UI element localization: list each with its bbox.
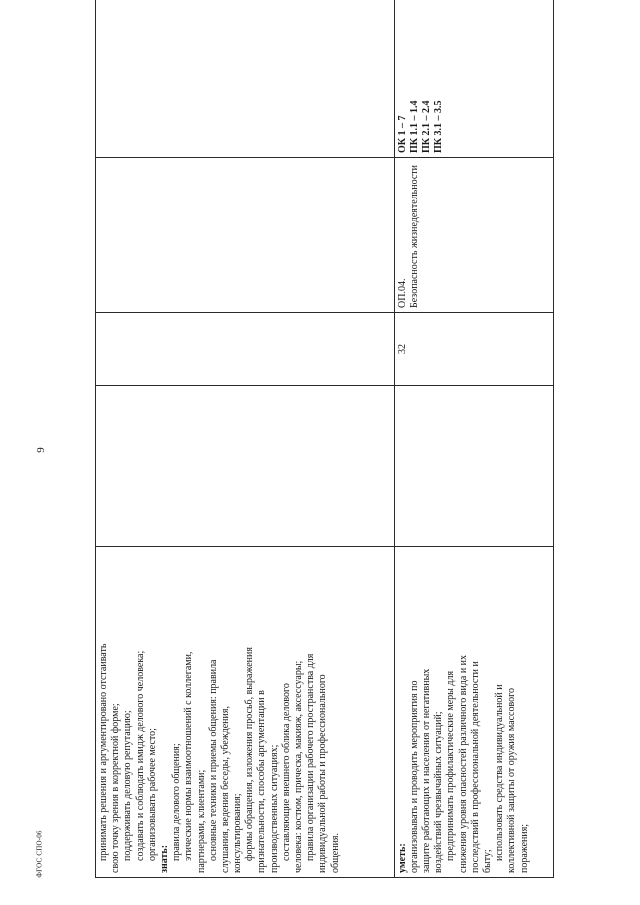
- text-line: последствий в профессиональной деятельности и: [469, 661, 481, 873]
- text-line: формы обращения, изложения просьб, выражения: [244, 647, 256, 861]
- page-number: 9: [34, 447, 47, 453]
- text-line: быту;: [481, 849, 493, 873]
- text-line: предпринимать профилактические меры для: [445, 670, 457, 861]
- standards-table: [95, 0, 554, 878]
- text-line: признательности, способы аргументации в: [256, 690, 268, 873]
- text-line: производственных ситуациях;: [268, 744, 280, 873]
- text-line: организовывать рабочее место;: [146, 728, 158, 861]
- text-line: составляющие внешнего облика делового: [280, 683, 292, 861]
- competency-code: ПК 1.1 – 1.4: [408, 100, 420, 153]
- text-line: индивидуальной работы и профессионального: [317, 674, 329, 873]
- section-heading-skills: уметь:: [396, 843, 408, 873]
- text-line: основные техники и приемы общения: правила: [207, 659, 219, 861]
- requirements-cell: [96, 547, 395, 878]
- hours-cell: [96, 313, 395, 386]
- discipline-title: Безопасность жизнедеятельности: [408, 164, 420, 308]
- text-line: снижения уровня опасностей различного вида и их: [457, 654, 469, 873]
- table-row: [96, 0, 395, 878]
- text-line: правила организации рабочего пространства для: [305, 653, 317, 861]
- text-line: человека: костюм, прическа, макияж, аксессуары;: [293, 660, 304, 873]
- text-line: правила делового общения;: [171, 743, 183, 861]
- competencies-cell: [96, 0, 395, 158]
- discipline-cell: [394, 158, 553, 313]
- footer-code: ФГОС СПО-06: [35, 830, 44, 878]
- text-line: поддерживать деловую репутацию;: [122, 710, 134, 861]
- discipline-code: ОП.04.: [396, 278, 408, 308]
- text-line: поражения;: [518, 823, 530, 873]
- text-line: создавать и соблюдать имидж делового человека;: [134, 650, 146, 861]
- text-line: свою точку зрения в корректной форме;: [110, 703, 122, 873]
- requirements-cell: [394, 547, 553, 878]
- competencies-cell: [394, 0, 553, 158]
- text-line: защите работающих и населения от негативных: [421, 668, 433, 873]
- text-line: принимать решения и аргументировано отстаивать: [98, 643, 109, 861]
- competency-code: ПК 3.1 – 3.5: [433, 100, 445, 153]
- text-line: использовать средства индивидуальной и: [494, 684, 506, 861]
- table-row: [394, 0, 553, 878]
- text-line: организовывать и проводить мероприятия по: [408, 680, 420, 873]
- empty-cell: [96, 386, 395, 547]
- competency-code: ОК 1 – 7: [396, 115, 408, 153]
- text-line: воздействий чрезвычайных ситуаций;: [433, 711, 445, 873]
- text-line: консультирования;: [232, 793, 244, 873]
- empty-cell: [394, 386, 553, 547]
- section-heading-know: знать:: [158, 844, 170, 873]
- hours-cell: 32: [394, 313, 553, 386]
- discipline-cell: [96, 158, 395, 313]
- text-line: этические нормы взаимоотношений с коллегами,: [183, 651, 195, 861]
- text-line: общения.: [329, 832, 341, 873]
- text-line: партнерами, клиентами;: [195, 769, 207, 873]
- text-line: коллективной защиты от оружия массового: [506, 688, 518, 873]
- competency-code: ПК 2.1 – 2.4: [421, 100, 433, 153]
- text-line: слушания, ведения беседы, убеждения,: [219, 706, 231, 873]
